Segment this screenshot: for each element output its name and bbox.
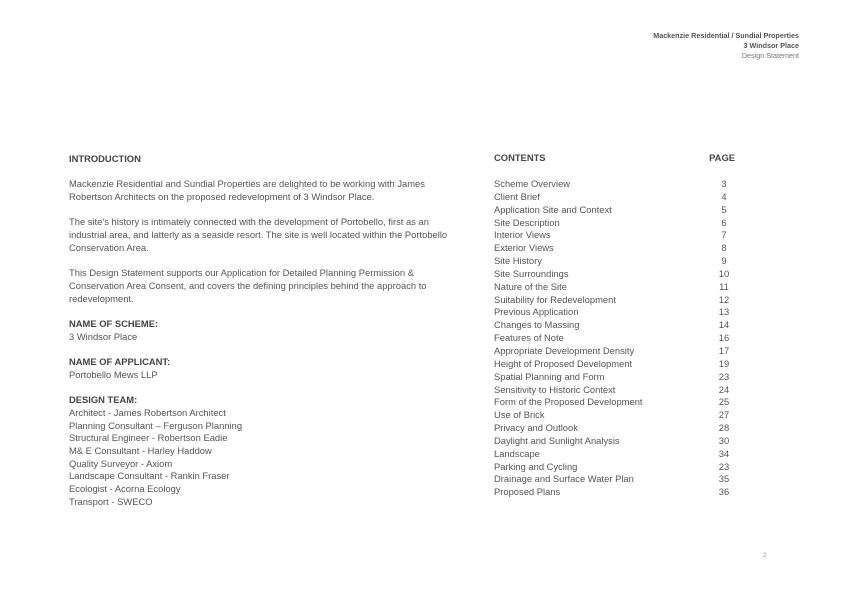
applicant-value: Portobello Mews LLP	[69, 368, 158, 380]
contents-entry	[494, 319, 739, 332]
contents-entry	[494, 255, 739, 268]
contents-header-row	[494, 152, 739, 164]
design-team-member: Quality Surveyor - Axiom	[69, 457, 173, 469]
header-client: Mackenzie Residential / Sundial Properties	[653, 31, 799, 40]
contents-entry-page: 27	[718, 409, 730, 421]
contents-entry	[494, 345, 739, 358]
contents-entry-page: 19	[718, 357, 730, 369]
contents-entry	[494, 306, 739, 319]
contents-entry-label: Form of the Proposed Development	[494, 396, 643, 408]
design-team-member: Ecologist - Acorna Ecology	[69, 483, 181, 495]
contents-entry	[494, 178, 739, 191]
contents-entry-page: 5	[721, 203, 727, 215]
contents-entry-page: 3	[721, 178, 727, 189]
contents-entry-label: Site Surroundings	[494, 267, 569, 279]
contents-entry-label: Appropriate Development Density	[494, 344, 635, 356]
contents-entry-page: 30	[718, 434, 730, 446]
contents-entry	[494, 242, 739, 255]
contents-entry-label: Drainage and Surface Water Plan	[494, 473, 634, 485]
contents-entry-page: 7	[721, 229, 727, 241]
introduction-heading: INTRODUCTION	[69, 153, 141, 164]
contents-list	[494, 178, 739, 499]
contents-entry-label: Daylight and Sunlight Analysis	[494, 434, 620, 446]
page-column-heading: PAGE	[709, 152, 735, 163]
contents-entry-page: 23	[718, 370, 730, 382]
contents-entry	[494, 448, 739, 461]
scheme-value: 3 Windsor Place	[69, 330, 138, 342]
contents-entry	[494, 384, 739, 397]
contents-entry-label: Site Description	[494, 216, 560, 228]
contents-entry	[494, 422, 739, 435]
contents-entry-page: 25	[718, 396, 730, 408]
contents-entry-label: Parking and Cycling	[494, 460, 578, 472]
contents-entry-label: Application Site and Context	[494, 203, 612, 215]
applicant-heading: NAME OF APPLICANT:	[69, 356, 171, 368]
contents-entry-label: Sensitivity to Historic Context	[494, 383, 616, 395]
contents-entry-page: 8	[721, 242, 727, 254]
contents-entry-page: 10	[718, 267, 730, 279]
intro-paragraph: The site’s history is intimately connected with the development of Portobello, first as an industrial area, and latterly as a seaside resort. The site is well located within the Portobello Conservation Area.	[69, 216, 448, 253]
contents-entry-page: 28	[718, 422, 730, 434]
contents-entry-page: 11	[719, 280, 729, 292]
contents-entry	[494, 294, 739, 307]
contents-entry-page: 23	[718, 460, 730, 472]
contents-entry-label: Landscape	[494, 447, 540, 459]
contents-entry-page: 9	[721, 255, 727, 267]
contents-entry-page: 36	[718, 486, 730, 498]
design-team-member: Transport - SWECO	[69, 495, 153, 507]
design-team-member: Architect - James Robertson Architect	[69, 406, 226, 418]
design-team-member: Structural Engineer - Robertson Eadie	[69, 432, 228, 444]
contents-entry	[494, 204, 739, 217]
contents-entry	[494, 191, 739, 204]
contents-entry-page: 6	[721, 216, 727, 228]
introduction-column	[69, 153, 469, 509]
header-document-type: Design Statement	[741, 51, 799, 60]
design-team-member: Planning Consultant – Ferguson Planning	[69, 419, 243, 431]
contents-entry-page: 16	[718, 332, 730, 344]
intro-paragraph: This Design Statement supports our Application for Detailed Planning Permission & Conservation Area Consent, and covers the defining principles behind the approach to redevelopment.	[69, 267, 427, 304]
contents-entry-label: Use of Brick	[494, 409, 545, 421]
contents-entry-label: Features of Note	[494, 332, 564, 344]
contents-entry-page: 35	[718, 473, 730, 485]
contents-entry	[494, 486, 739, 499]
contents-entry	[494, 332, 739, 345]
contents-entry-page: 24	[718, 383, 730, 395]
contents-entry-label: Client Brief	[494, 190, 540, 202]
contents-entry-page: 12	[718, 293, 730, 305]
contents-entry	[494, 409, 739, 422]
contents-entry-label: Scheme Overview	[494, 178, 571, 189]
design-team-heading: DESIGN TEAM:	[69, 394, 138, 406]
contents-entry-label: Interior Views	[494, 229, 551, 241]
page-number: 2	[763, 552, 767, 559]
contents-entry	[494, 268, 739, 281]
contents-entry-label: Site History	[494, 255, 542, 267]
contents-entry	[494, 281, 739, 294]
contents-entry-label: Nature of the Site	[494, 280, 567, 292]
contents-entry-label: Previous Application	[494, 306, 579, 318]
contents-entry	[494, 217, 739, 230]
contents-entry	[494, 473, 739, 486]
contents-entry-label: Exterior Views	[494, 242, 554, 254]
contents-entry-page: 34	[718, 447, 730, 459]
intro-paragraph: Mackenzie Residential and Sundial Properties are delighted to be working with James Robertson Architects on the proposed redevelopment of 3 Windsor Place.	[69, 178, 425, 203]
contents-entry-page: 4	[721, 190, 727, 202]
design-team-member: M& E Consultant - Harley Haddow	[69, 445, 212, 457]
contents-entry	[494, 229, 739, 242]
contents-entry	[494, 461, 739, 474]
contents-entry-page: 13	[718, 306, 730, 318]
design-team-list	[69, 407, 469, 509]
document-header	[653, 31, 799, 61]
contents-entry	[494, 435, 739, 448]
contents-entry-page: 14	[718, 319, 730, 331]
contents-entry-page: 17	[718, 344, 730, 356]
contents-entry-label: Spatial Planning and Form	[494, 370, 605, 382]
table-of-contents	[494, 152, 739, 499]
design-team-member: Landscape Consultant - Rankin Fraser	[69, 470, 230, 482]
contents-entry-label: Changes to Massing	[494, 319, 580, 331]
contents-entry-label: Height of Proposed Development	[494, 357, 633, 369]
contents-entry-label: Suitability for Redevelopment	[494, 293, 616, 305]
scheme-heading: NAME OF SCHEME:	[69, 318, 159, 330]
contents-heading: CONTENTS	[494, 152, 546, 163]
header-project: 3 Windsor Place	[743, 41, 799, 50]
contents-entry-label: Proposed Plans	[494, 486, 561, 498]
contents-entry-label: Privacy and Outlook	[494, 422, 578, 434]
contents-entry	[494, 371, 739, 384]
contents-entry	[494, 358, 739, 371]
contents-entry	[494, 396, 739, 409]
